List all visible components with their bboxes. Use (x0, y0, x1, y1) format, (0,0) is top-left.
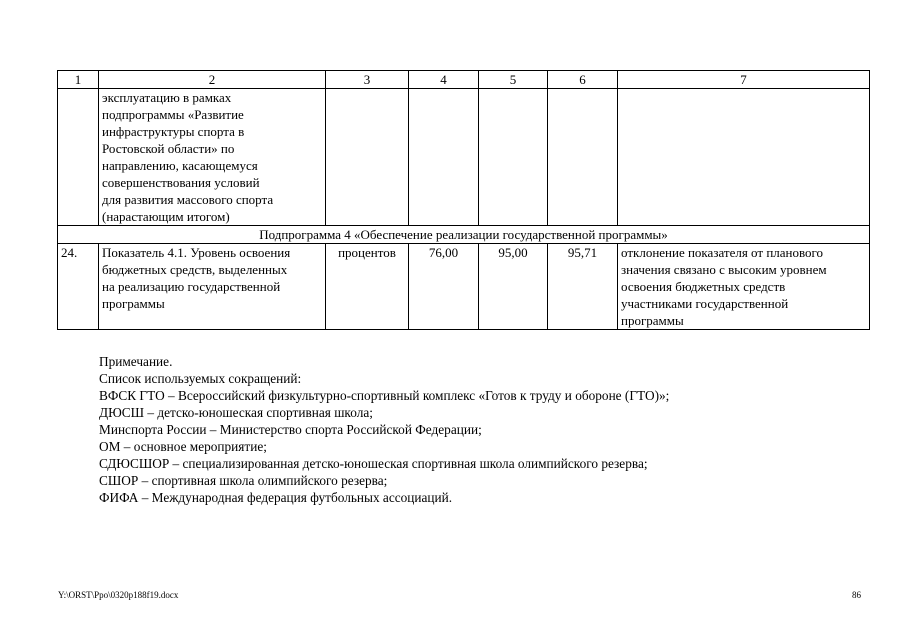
cell-value-5: 95,00 (479, 244, 548, 330)
abbreviation-item: Минспорта России – Министерство спорта Российской Федерации; (99, 422, 482, 437)
cell-unit: процентов (326, 244, 409, 330)
text-line: совершенствования условий (102, 175, 260, 190)
cell-comment (618, 244, 870, 330)
text-line: инфраструктуры спорта в (102, 124, 245, 139)
header-col-7: 7 (618, 71, 870, 89)
cell-value-5 (479, 89, 548, 226)
text-line: программы (621, 313, 684, 328)
cell-value-6: 95,71 (548, 244, 618, 330)
cell-indicator-name (99, 244, 326, 330)
cell-value-4 (409, 89, 479, 226)
cell-indicator-name (99, 89, 326, 226)
table-row-continued (58, 89, 870, 226)
text-line: отклонение показателя от планового (621, 245, 824, 260)
footer-file-path: Y:\ORST\Ppo\0320p188f19.docx (58, 590, 179, 600)
notes-section (99, 353, 859, 506)
header-col-3: 3 (326, 71, 409, 89)
text-line: для развития массового спорта (102, 192, 274, 207)
text-line: Ростовской области» по (102, 141, 235, 156)
text-line: значения связано с высоким уровнем (621, 262, 827, 277)
cell-value-6 (548, 89, 618, 226)
text-line: Показатель 4.1. Уровень освоения (102, 245, 291, 260)
cell-value-4: 76,00 (409, 244, 479, 330)
cell-unit (326, 89, 409, 226)
header-col-4: 4 (409, 71, 479, 89)
abbreviations-heading: Список используемых сокращений: (99, 371, 302, 386)
cell-comment (618, 89, 870, 226)
abbreviation-item: ДЮСШ – детско-юношеская спортивная школа; (99, 405, 373, 420)
subprogram-title: Подпрограмма 4 «Обеспечение реализации государственной программы» (58, 226, 870, 244)
abbreviation-item: СДЮСШОР – специализированная детско-юношеская спортивная школа олимпийского резерва; (99, 456, 648, 471)
text-line: эксплуатацию в рамках (102, 90, 232, 105)
header-col-5: 5 (479, 71, 548, 89)
table-row-24 (58, 244, 870, 330)
page-number: 86 (852, 590, 861, 600)
header-col-1: 1 (58, 71, 99, 89)
abbreviation-item: ВФСК ГТО – Всероссийский физкультурно-спортивный комплекс «Готов к труду и обороне (ГТО)»; (99, 388, 670, 403)
header-row (58, 71, 870, 89)
text-line: участниками государственной (621, 296, 789, 311)
text-line: программы (102, 296, 165, 311)
text-line: (нарастающим итогом) (102, 209, 230, 224)
header-col-6: 6 (548, 71, 618, 89)
header-col-2: 2 (99, 71, 326, 89)
abbreviation-item: СШОР – спортивная школа олимпийского резерва; (99, 473, 388, 488)
notes-title: Примечание. (99, 354, 173, 369)
text-line: подпрограммы «Развитие (102, 107, 244, 122)
cell-num: 24. (58, 244, 99, 330)
indicators-table (57, 70, 870, 330)
text-line: направлению, касающемуся (102, 158, 258, 173)
cell-num (58, 89, 99, 226)
subprogram-row (58, 226, 870, 244)
abbreviation-item: ФИФА – Международная федерация футбольных ассоциаций. (99, 490, 453, 505)
abbreviation-item: ОМ – основное мероприятие; (99, 439, 267, 454)
text-line: на реализацию государственной (102, 279, 281, 294)
text-line: бюджетных средств, выделенных (102, 262, 288, 277)
text-line: освоения бюджетных средств (621, 279, 786, 294)
